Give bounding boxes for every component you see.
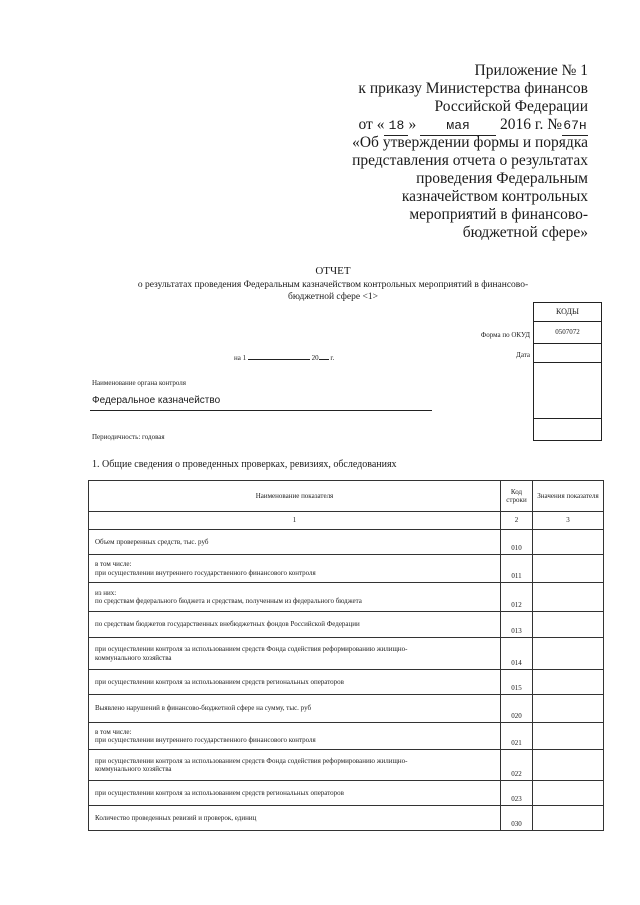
org-code-cell: [534, 363, 602, 419]
table-row: [89, 583, 604, 612]
row-code: 021: [501, 723, 533, 750]
row-value[interactable]: [533, 670, 604, 695]
row-name: [89, 612, 501, 638]
row-name: [89, 638, 501, 670]
as-of-line: [234, 351, 334, 363]
table-row: [89, 555, 604, 583]
row-name-line: по средствам федерального бюджета и средствам, полученным из федерального бюджета: [95, 597, 362, 605]
row-name-line: при осуществлении внутреннего государственного финансового контроля: [95, 736, 316, 744]
row-code: 010: [501, 530, 533, 555]
col-number: 1: [89, 512, 501, 530]
col-number: 2: [501, 512, 533, 530]
org-value: Федеральное казначейство: [92, 395, 221, 406]
day-value: 18: [384, 119, 408, 136]
row-name-line: при осуществлении контроля за использованием средств региональных операторов: [95, 788, 344, 797]
row-name: [89, 695, 501, 723]
row-name: [89, 723, 501, 750]
table-row: [89, 723, 604, 750]
table-row: [89, 750, 604, 781]
row-name: [89, 530, 501, 555]
row-name: [89, 750, 501, 781]
table-row: [89, 670, 604, 695]
table-row: [89, 781, 604, 806]
appendix-date-line: [359, 116, 588, 136]
row-value[interactable]: [533, 583, 604, 612]
row-name-line: Количество проведенных ревизий и проверок, единиц: [95, 813, 257, 822]
row-value[interactable]: [533, 695, 604, 723]
row-name-line: по средствам бюджетов государственных внебюджетных фондов Российской Федерации: [95, 620, 360, 629]
order-title-line: представления отчета о результатах: [352, 152, 588, 169]
from-label: от «: [358, 116, 385, 133]
close-quote: »: [408, 116, 417, 133]
table-body: [89, 530, 604, 831]
row-name-line: при осуществлении контроля за использованием средств Фонда содействия реформированию жилищно-: [95, 645, 408, 653]
okud-code: 0507072: [534, 322, 602, 344]
year-label: 2016 г. №: [499, 116, 562, 133]
order-title-line: мероприятий в финансово-: [409, 206, 588, 223]
year-prefix: 20: [311, 354, 319, 362]
report-subtitle: [0, 279, 640, 303]
table-row: [89, 695, 604, 723]
order-title-line: казначейством контрольных: [401, 188, 588, 205]
row-name-line: при осуществлении контроля за использованием средств Фонда содействия реформированию жилищно-: [95, 756, 408, 765]
row-code: 014: [501, 638, 533, 670]
order-number: 67н: [562, 119, 588, 136]
row-value[interactable]: [533, 555, 604, 583]
row-name: [89, 555, 501, 583]
org-underline: [90, 410, 432, 411]
row-value[interactable]: [533, 612, 604, 638]
order-title-line: «Об утверждении формы и порядка: [352, 134, 588, 151]
row-code: 023: [501, 781, 533, 806]
date-code-cell: [534, 344, 602, 363]
row-name-line: из них:: [95, 588, 117, 597]
row-name-line: Объем проверенных средств, тыс. руб: [95, 537, 209, 546]
row-name-line: при осуществлении контроля за использованием средств региональных операторов: [95, 677, 344, 686]
row-code: 020: [501, 695, 533, 723]
row-code: 030: [501, 806, 533, 831]
org-label: Наименование органа контроля: [92, 379, 186, 387]
order-title-line: бюджетной сфере»: [462, 224, 588, 241]
periodicity: Периодичность: годовая: [92, 433, 165, 441]
periodicity-code-cell: [534, 419, 602, 441]
table-row: [89, 638, 604, 670]
row-value[interactable]: [533, 723, 604, 750]
order-title: [352, 134, 588, 242]
row-value[interactable]: [533, 750, 604, 781]
col-number: 3: [533, 512, 604, 530]
codes-header: КОДЫ: [534, 303, 602, 322]
report-title: ОТЧЕТ: [315, 265, 351, 277]
row-value[interactable]: [533, 638, 604, 670]
as-of-label: на 1: [234, 354, 247, 362]
row-name-line: при осуществлении внутреннего государственного финансового контроля: [95, 568, 316, 577]
section-title: 1. Общие сведения о проведенных проверках, ревизиях, обследованиях: [92, 459, 397, 470]
year-suffix: г.: [330, 354, 335, 362]
okud-label: Форма по ОКУД: [480, 331, 530, 339]
date-label: Дата: [516, 351, 530, 359]
row-name: [89, 806, 501, 831]
appendix-line-2: к приказу Министерства финансов: [358, 80, 588, 97]
row-name-line: в том числе:: [95, 560, 132, 568]
row-code: 013: [501, 612, 533, 638]
year-field: [319, 351, 329, 360]
header-name: Наименование показателя: [89, 481, 501, 512]
codes-table: [533, 302, 602, 441]
row-value[interactable]: [533, 781, 604, 806]
table-row: [89, 530, 604, 555]
row-name-line: коммунального хозяйства: [95, 765, 172, 773]
appendix-line-3: Российской Федерации: [434, 98, 588, 115]
report-subtitle-line: о результатах проведения Федеральным казначейством контрольных мероприятий в финансово-: [137, 280, 529, 290]
report-subtitle-line: бюджетной сфере <1>: [288, 292, 378, 302]
appendix-line-1: Приложение № 1: [474, 62, 588, 79]
order-title-line: проведения Федеральным: [416, 170, 588, 187]
row-code: 015: [501, 670, 533, 695]
table-row: [89, 806, 604, 831]
row-name-line: Выявлено нарушений в финансово-бюджетной сфере на сумму, тыс. руб: [95, 704, 312, 713]
as-of-date-field: [248, 351, 310, 360]
row-value[interactable]: [533, 530, 604, 555]
row-code: 011: [501, 555, 533, 583]
row-value[interactable]: [533, 806, 604, 831]
row-name-line: коммунального хозяйства: [95, 653, 172, 662]
row-code: 012: [501, 583, 533, 612]
header-code: Код строки: [501, 481, 533, 512]
row-name: [89, 583, 501, 612]
month-value: мая: [420, 119, 496, 136]
header-value: Значения показателя: [533, 481, 604, 512]
table-row: [89, 612, 604, 638]
row-name-line: в том числе:: [95, 727, 132, 736]
row-name: [89, 670, 501, 695]
row-name: [89, 781, 501, 806]
row-code: 022: [501, 750, 533, 781]
indicators-table: [88, 480, 604, 831]
